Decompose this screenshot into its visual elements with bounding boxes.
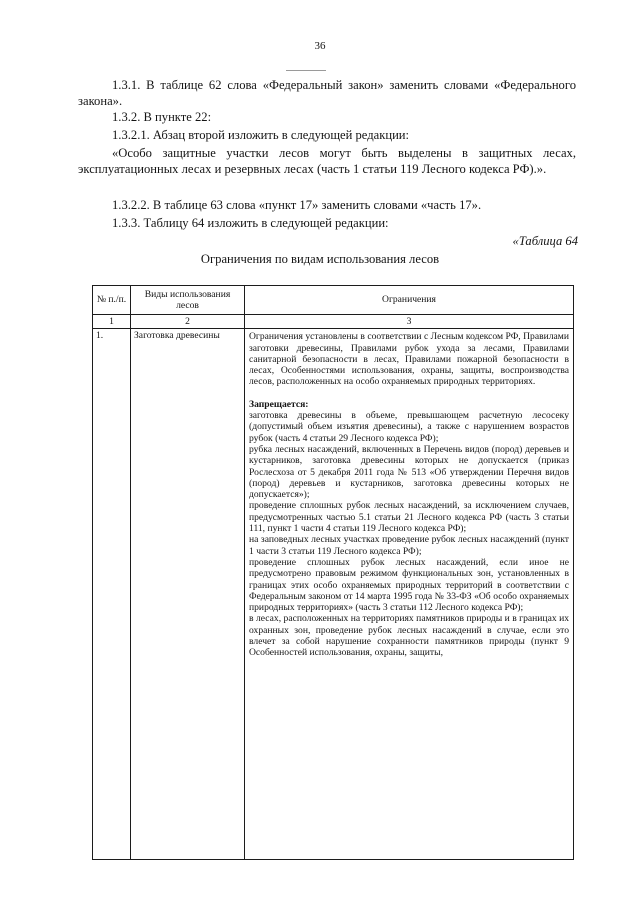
prohibited-label: Запрещается: [249,398,309,410]
page-number: 36 [314,40,326,52]
header-forest-use: Виды использования лесов [131,286,245,315]
header-number: № п./п. [93,286,131,315]
paragraph-1-3-2-2: 1.3.2.2. В таблице 63 слова «пункт 17» заменить словами «часть 17». [112,198,482,212]
row-number: 1. [93,329,131,860]
row-forest-use: Заготовка древесины [131,329,245,860]
prohibition-item: в лесах, расположенных на территориях памятников природы и в границах их охранных зон, проведение рубок лесных насаждений в случае, если это влечет за собой нарушение сохранности памятников природы (пункт 9 Особенностей использования, охраны, защиты, [249,613,569,659]
paragraph-1-3-2: 1.3.2. В пункте 22: [112,110,212,124]
prohibition-item: рубка лесных насаждений, включенных в Перечень видов (пород) деревьев и кустарников, заготовка древесины которых не допускается (приказ Рослесхоза от 5 декабря 2011 года № 513 «Об утверждении Перечня видов (пород) деревьев и кустарников, заготовка древесины которых не допускается»); [249,443,569,501]
column-number-2: 2 [131,315,245,329]
row-restrictions [245,329,574,860]
prohibition-item: на заповедных лесных участках проведение рубок лесных насаждений (пункт 1 части 3 статьи 119 Лесного кодекса РФ); [249,534,569,557]
prohibition-item: проведение сплошных рубок лесных насаждений, за исключением случаев, предусмотренных частью 5.1 статьи 21 Лесного кодекса РФ (часть 3 статьи 111, пункт 1 части 4 статьи 119 Лесного кодекса РФ); [249,500,569,535]
table-label: «Таблица 64 [512,234,578,248]
scan-artifact [286,70,326,71]
restrictions-intro: Ограничения установлены в соответствии с Лесным кодексом РФ, Правилами заготовки древесины, Правилами рубок ухода за лесами, Правилами санитарной безопасности в лесах, Правилами пожарной безопасности в лесах, Особенностями использования, охраны, защиты, воспроизводства лесов, расположенных на особо охраняемых природных территориях. [249,331,569,388]
table-header-row [93,286,574,315]
restrictions-table [92,285,574,860]
prohibition-item: заготовка древесины в объеме, превышающем расчетную лесосеку (допустимый объем изъятия древесины), а также с нарушением возрастов рубок (часть 4 статьи 29 Лесного кодекса РФ); [249,410,569,444]
column-number-3: 3 [245,315,574,329]
paragraph-1-3-2-1: 1.3.2.1. Абзац второй изложить в следующей редакции: [112,128,410,142]
quoted-paragraph: «Особо защитные участки лесов могут быть выделены в защитных лесах, эксплуатационных лесах и резервных лесах (часть 1 статьи 119 Лесного кодекса РФ).». [78,146,576,176]
table-title: Ограничения по видам использования лесов [200,252,440,266]
prohibition-item: проведение сплошных рубок лесных насаждений, если иное не предусмотрено правовым режимом функциональных зон, установленных в границах этих особо охраняемых природных территорий в соответствии с Федеральным законом от 14 марта 1995 года № 33-ФЗ «Об особо охраняемых природных территориях» (часть 3 статьи 112 Лесного кодекса РФ); [249,556,569,614]
column-number-1: 1 [93,315,131,329]
header-restrictions: Ограничения [245,286,574,315]
paragraph-1-3-1: 1.3.1. В таблице 62 слова «Федеральный закон» заменить словами «Федерального закона». [78,78,576,108]
column-number-row [93,315,574,329]
table-row [93,329,574,860]
paragraph-1-3-3: 1.3.3. Таблицу 64 изложить в следующей редакции: [112,216,389,230]
